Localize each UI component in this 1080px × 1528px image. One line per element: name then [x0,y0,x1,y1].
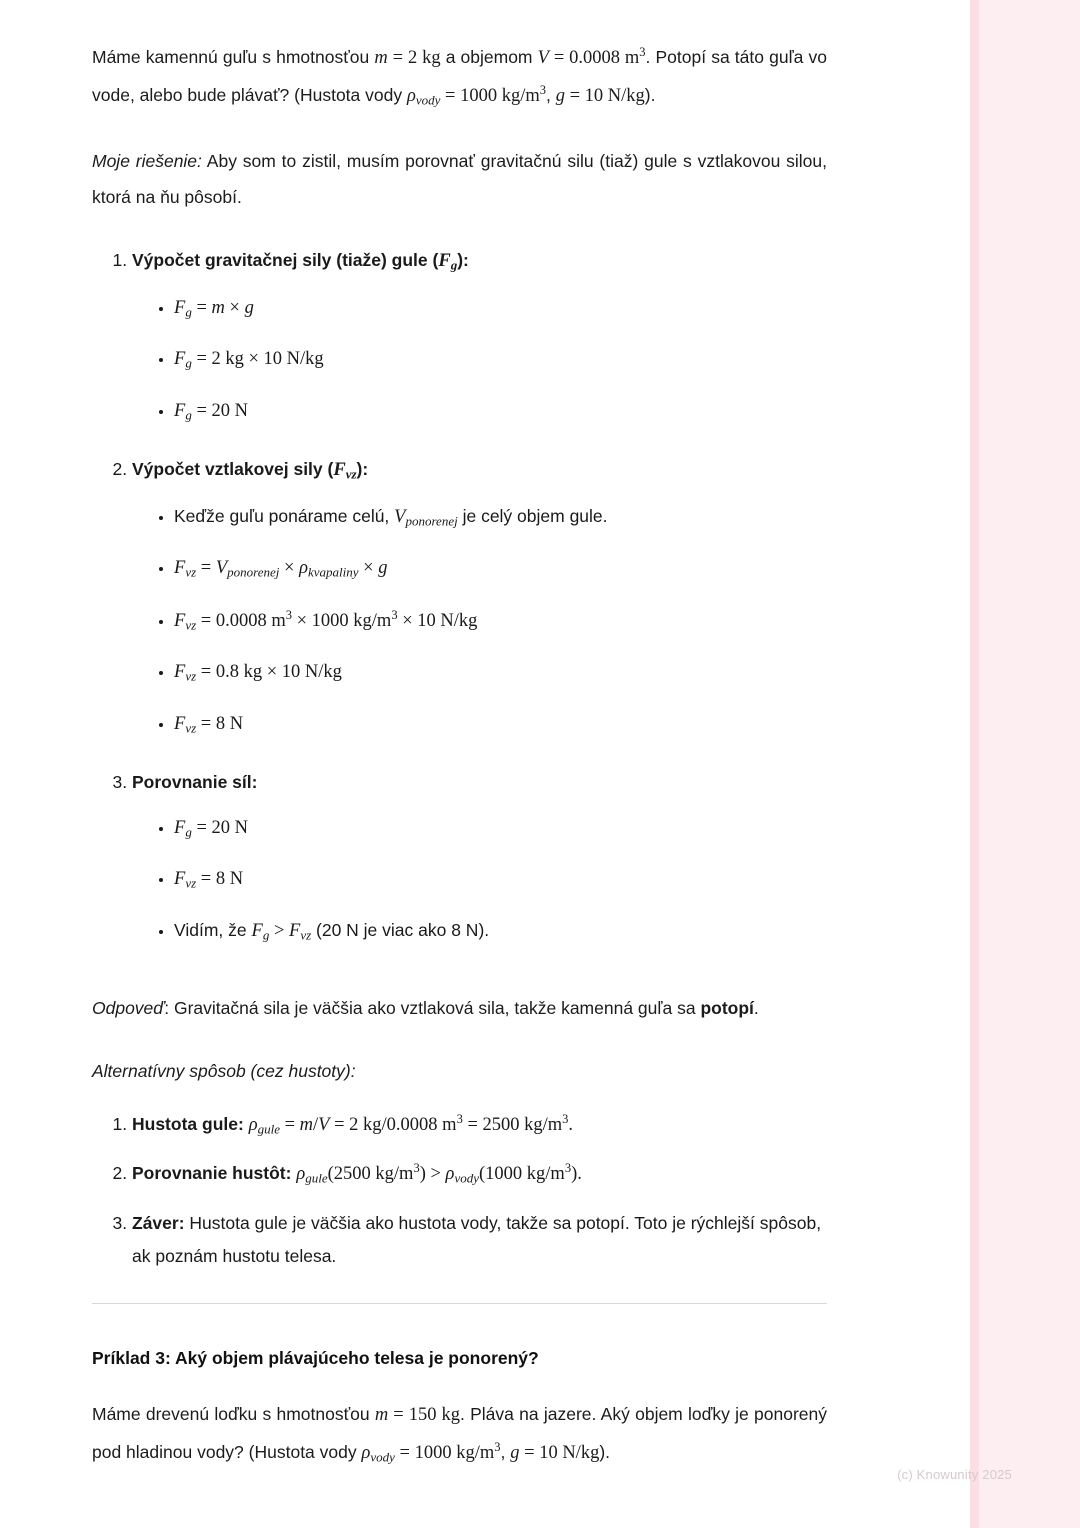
spacer-2 [92,216,827,244]
solution-steps-list [92,244,827,947]
intro-text-1: Máme kamennú guľu s hmotnosťou [92,47,375,67]
exp-3-b: 3 [539,83,546,98]
example-3-paragraph [92,1397,827,1473]
step-1-title-b: ): [457,249,469,270]
intro-text-4: , [546,84,556,105]
step-3-item1-value: = 20 N [191,817,248,838]
answer-text-b: . [753,997,759,1018]
step-2-note-a: Keďže guľu ponárame celú, [174,505,395,526]
example-3-heading: Príklad 3: Aký objem plávajúceho telesa je ponorený? [92,1348,539,1369]
solution-intro-text: Aby som to zistil, musím porovnať gravitačnú silu (tiaž) gule s vztlakovou silou, ktorá na ňu pôsobí. [92,150,828,207]
answer-emphasis: potopí [700,997,754,1018]
step-3-item3-sub-1: g [262,927,270,943]
answer-label: Odpoveď [92,997,165,1018]
step-1-symbol: F [438,250,451,271]
step-3-title: Porovnanie síl: [132,771,258,792]
ex3-text-4: ). [599,1441,611,1462]
ex3-exp-3: 3 [494,1440,501,1455]
alt-item-2-label: Porovnanie hustôt: [132,1163,292,1184]
step-3-item3-text-b: (20 N je viac ako 8 N). [311,919,490,940]
step-3-item1-subscript: g [185,824,192,840]
intro-text-5: ). [644,84,656,105]
ex3-text-3: , [500,1441,511,1462]
section-divider [92,1303,827,1304]
solution-intro-label: Moje riešenie: [92,150,202,171]
alt-item-2: 2. Porovnanie hustôt: $\rho_{gule}(2500$ $kg/m^3) > \rho_{vody}(1000$ $kg/m^3$). [132,1157,827,1192]
step-3-item2-subscript: vz [185,875,197,891]
list-item [174,813,827,844]
document-content [92,40,827,1473]
step-3-item3-symbol-2: F [289,920,301,941]
step-2-note-subscript: ponorenej [405,513,458,529]
step-3-item3-sub-2: vz [300,927,312,943]
step-2-note-b: je celý objem gule. [457,505,608,526]
symbol-m: m [374,48,388,68]
equals-3: = [440,85,461,106]
equals-2: = [548,48,570,68]
list-item: • $F_{vz} = 0.8$ kg × 10 N/kg [174,657,827,688]
alt-item-3-text: Hustota gule je väčšia ako hustota vody, takže sa potopí. Toto je rýchlejší spôsob, ak poznám hustotu telesa. [132,1212,822,1266]
alt-item-3 [132,1207,827,1274]
symbol-v: V [537,48,549,68]
alt-method-title: Alternatívny spôsob (cez hustoty): [92,1061,356,1082]
intro-paragraph [92,40,827,116]
list-item: • $F_{vz} = 8$ N [174,709,827,740]
step-2-note-symbol: V [394,506,406,527]
step-1-subscript: g [450,257,458,273]
ex3-text-1: Máme drevenú loďku s hmotnosťou [92,1404,375,1425]
step-3-item1-symbol: F [174,817,186,838]
spacer-4 [92,1026,827,1054]
step-2 [132,453,827,740]
right-margin-band-edge [970,0,979,1528]
alt-item-1-label: Hustota gule: [132,1114,244,1135]
ex3-symbol-rho: ρ [361,1442,371,1463]
ex3-sub-vody: vody [370,1449,395,1465]
list-item [174,916,827,947]
step-2-symbol: F [333,459,346,480]
step-2-title-b: ): [356,458,369,479]
list-item: • $F_{vz} = 0.0008$ $m^3 \times 1000$ $kg/m^3 \times 10$ N/kg [174,605,827,636]
list-item: • $F_g = 2$ kg × 10 N/kg [174,344,827,375]
step-2-subscript: vz [345,466,357,482]
equals-1: = [387,48,408,68]
symbol-rho: ρ [406,85,416,106]
spacer-1 [92,116,827,144]
equals-4: = [564,85,585,106]
list-item [174,502,827,533]
step-3-sublist [132,813,827,947]
step-1 [132,244,827,427]
step-3-item3-operator: > [269,920,289,941]
ex3-value-g: 10 N/kg [539,1442,600,1463]
list-item [174,864,827,895]
intro-text-3: . Potopí sa táto guľa vo vode, alebo bude plávať? (Hustota vody [92,47,828,105]
ex3-equals-2: = [394,1442,415,1463]
step-3-item2-symbol: F [174,869,186,890]
step-2-sublist [132,502,827,740]
value-volume: 0.0008 m [569,48,640,68]
spacer-5 [92,1090,827,1108]
exp-3-a: 3 [639,45,646,60]
sub-vody: vody [415,92,441,108]
spacer-6 [92,1369,827,1397]
symbol-g: g [555,85,565,106]
alt-item-1: 1. Hustota gule: $\rho_{gule} = m/V = 2$ kg/0.0008 $m^3 = 2500$ $kg/m^3$. [132,1108,827,1143]
alt-item-3-label: Záver: [132,1212,185,1233]
watermark: (c) Knowunity 2025 [897,1467,1012,1482]
solution-intro-paragraph [92,144,827,216]
answer-paragraph [92,991,827,1027]
value-density: 1000 kg/m [460,85,540,106]
ex3-symbol-m: m [374,1405,389,1426]
intro-text-2: a objemom [440,47,538,67]
value-mass: 2 kg [407,48,441,68]
answer-text-a: : Gravitačná sila je väčšia ako vztlaková sila, takže kamenná guľa sa [164,997,701,1018]
alt-method-list [92,1108,827,1273]
step-1-title-a: Výpočet gravitačnej sily (tiaže) gule ( [132,249,439,270]
spacer-3 [92,973,827,991]
step-3 [132,766,827,947]
ex3-text-2: . Pláva na jazere. Aký objem loďky je ponorený pod hladinou vody? (Hustota vody [92,1404,827,1462]
right-margin-band [970,0,1080,1528]
step-2-title-a: Výpočet vztlakovej sily ( [132,458,334,479]
ex3-value-mass: 150 kg [408,1405,460,1426]
ex3-equals-3: = [519,1442,540,1463]
ex3-value-density: 1000 kg/m [414,1442,495,1463]
step-3-item3-symbol-1: F [251,920,263,941]
value-g: 10 N/kg [584,85,645,106]
step-3-item2-value: = 8 N [196,869,244,890]
step-3-item3-text-a: Vidím, že [174,919,252,940]
ex3-symbol-g: g [510,1442,520,1463]
list-item: • $F_g = m \times g$ [174,293,827,324]
list-item: • $F_g = 20$ N [174,396,827,427]
ex3-equals-1: = [388,1405,409,1426]
step-1-sublist [132,293,827,427]
list-item: • $F_{vz} = V_{ponorenej} \times \rho_{kvapaliny} \times g$ [174,553,827,584]
